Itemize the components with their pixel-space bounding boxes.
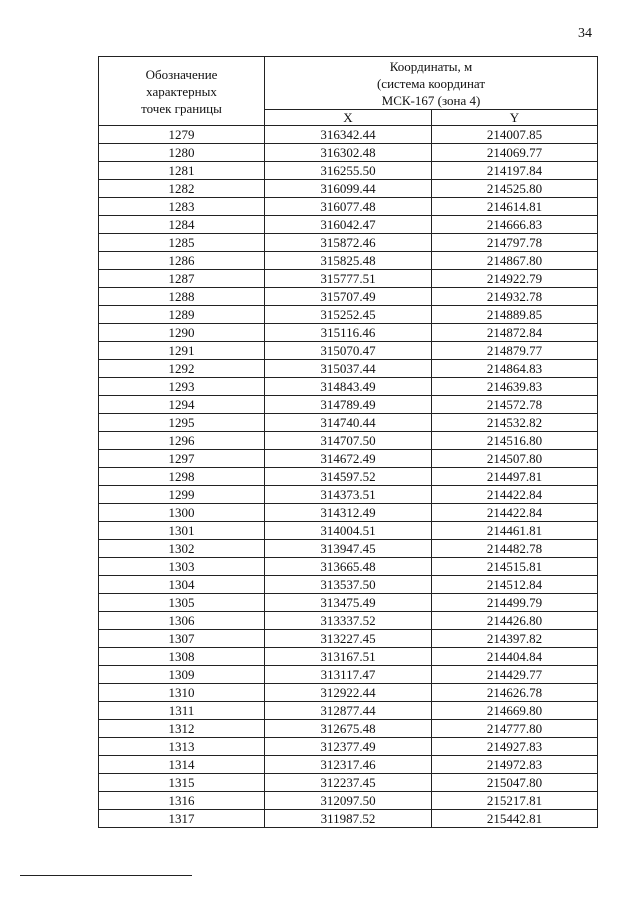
point-id-cell: 1285: [99, 234, 265, 252]
point-id-cell: 1287: [99, 270, 265, 288]
y-coordinate-cell: 214515.81: [432, 558, 598, 576]
point-id-cell: 1282: [99, 180, 265, 198]
y-coordinate-cell: 214499.79: [432, 594, 598, 612]
header-designation-line: характерных: [146, 83, 217, 99]
y-coordinate-cell: 214426.80: [432, 612, 598, 630]
point-id-cell: 1315: [99, 774, 265, 792]
header-coordinates-line: МСК-167 (зона 4): [381, 92, 481, 108]
point-id-cell: 1298: [99, 468, 265, 486]
y-coordinate-cell: 214927.83: [432, 738, 598, 756]
header-designation-line: точек границы: [141, 100, 222, 116]
point-id-cell: 1307: [99, 630, 265, 648]
point-id-cell: 1279: [99, 126, 265, 144]
table-row: [99, 162, 598, 180]
table-row: [99, 432, 598, 450]
x-coordinate-cell: 312675.48: [265, 720, 432, 738]
x-coordinate-cell: 312317.46: [265, 756, 432, 774]
y-coordinate-cell: 214516.80: [432, 432, 598, 450]
point-id-cell: 1303: [99, 558, 265, 576]
y-coordinate-cell: 214614.81: [432, 198, 598, 216]
table-row: [99, 360, 598, 378]
header-designation: [99, 57, 265, 126]
table-row: [99, 702, 598, 720]
table-row: [99, 342, 598, 360]
y-coordinate-cell: 214639.83: [432, 378, 598, 396]
y-coordinate-cell: 214069.77: [432, 144, 598, 162]
y-coordinate-cell: 214507.80: [432, 450, 598, 468]
y-coordinate-cell: 214932.78: [432, 288, 598, 306]
x-coordinate-cell: 312877.44: [265, 702, 432, 720]
x-coordinate-cell: 315116.46: [265, 324, 432, 342]
x-coordinate-cell: 313947.45: [265, 540, 432, 558]
x-coordinate-cell: 316077.48: [265, 198, 432, 216]
header-coordinates-line: (система координат: [376, 75, 486, 91]
y-coordinate-cell: 214532.82: [432, 414, 598, 432]
point-id-cell: 1281: [99, 162, 265, 180]
x-coordinate-cell: 316342.44: [265, 126, 432, 144]
y-coordinate-cell: 214461.81: [432, 522, 598, 540]
y-coordinate-cell: 214422.84: [432, 504, 598, 522]
x-coordinate-cell: 314789.49: [265, 396, 432, 414]
x-coordinate-cell: 314373.51: [265, 486, 432, 504]
y-coordinate-cell: 214922.79: [432, 270, 598, 288]
table-row: [99, 630, 598, 648]
y-coordinate-cell: 214626.78: [432, 684, 598, 702]
header-designation-line: Обозначение: [145, 66, 218, 82]
x-coordinate-cell: 316042.47: [265, 216, 432, 234]
table-row: [99, 594, 598, 612]
point-id-cell: 1291: [99, 342, 265, 360]
point-id-cell: 1297: [99, 450, 265, 468]
table-row: [99, 144, 598, 162]
table-row: [99, 648, 598, 666]
point-id-cell: 1311: [99, 702, 265, 720]
x-coordinate-cell: 315777.51: [265, 270, 432, 288]
point-id-cell: 1313: [99, 738, 265, 756]
y-coordinate-cell: 214512.84: [432, 576, 598, 594]
header-coordinates: [265, 57, 598, 110]
point-id-cell: 1299: [99, 486, 265, 504]
y-coordinate-cell: 214972.83: [432, 756, 598, 774]
x-coordinate-cell: 314672.49: [265, 450, 432, 468]
y-coordinate-cell: 214429.77: [432, 666, 598, 684]
point-id-cell: 1304: [99, 576, 265, 594]
table-row: [99, 666, 598, 684]
point-id-cell: 1314: [99, 756, 265, 774]
y-coordinate-cell: 214879.77: [432, 342, 598, 360]
point-id-cell: 1294: [99, 396, 265, 414]
header-coordinates-line: Координаты, м: [389, 58, 473, 74]
y-coordinate-cell: 214007.85: [432, 126, 598, 144]
y-coordinate-cell: 214422.84: [432, 486, 598, 504]
point-id-cell: 1295: [99, 414, 265, 432]
x-coordinate-cell: 315252.45: [265, 306, 432, 324]
x-coordinate-cell: 313117.47: [265, 666, 432, 684]
y-coordinate-cell: 214864.83: [432, 360, 598, 378]
x-coordinate-cell: 315872.46: [265, 234, 432, 252]
x-coordinate-cell: 316099.44: [265, 180, 432, 198]
table-row: [99, 180, 598, 198]
point-id-cell: 1316: [99, 792, 265, 810]
y-coordinate-cell: 214397.82: [432, 630, 598, 648]
point-id-cell: 1288: [99, 288, 265, 306]
x-coordinate-cell: 316255.50: [265, 162, 432, 180]
x-coordinate-cell: 314004.51: [265, 522, 432, 540]
point-id-cell: 1302: [99, 540, 265, 558]
x-coordinate-cell: 312237.45: [265, 774, 432, 792]
x-coordinate-cell: 313167.51: [265, 648, 432, 666]
x-coordinate-cell: 312922.44: [265, 684, 432, 702]
point-id-cell: 1312: [99, 720, 265, 738]
page-number: 34: [578, 26, 592, 41]
table-row: [99, 288, 598, 306]
footnote-rule: [20, 875, 192, 876]
table-header: [99, 57, 598, 126]
y-coordinate-cell: 215217.81: [432, 792, 598, 810]
point-id-cell: 1284: [99, 216, 265, 234]
table-body: [99, 126, 598, 828]
point-id-cell: 1306: [99, 612, 265, 630]
x-coordinate-cell: 315037.44: [265, 360, 432, 378]
table-row: [99, 810, 598, 828]
table-row: [99, 216, 598, 234]
point-id-cell: 1283: [99, 198, 265, 216]
table-row: [99, 522, 598, 540]
table-row: [99, 792, 598, 810]
point-id-cell: 1301: [99, 522, 265, 540]
y-coordinate-cell: 215047.80: [432, 774, 598, 792]
x-coordinate-cell: 313227.45: [265, 630, 432, 648]
table-row: [99, 126, 598, 144]
table-row: [99, 558, 598, 576]
x-coordinate-cell: 314740.44: [265, 414, 432, 432]
point-id-cell: 1317: [99, 810, 265, 828]
x-coordinate-cell: 315825.48: [265, 252, 432, 270]
x-coordinate-cell: 315707.49: [265, 288, 432, 306]
x-coordinate-cell: 315070.47: [265, 342, 432, 360]
x-coordinate-cell: 312097.50: [265, 792, 432, 810]
point-id-cell: 1293: [99, 378, 265, 396]
x-coordinate-cell: 314707.50: [265, 432, 432, 450]
y-coordinate-cell: 214525.80: [432, 180, 598, 198]
header-x: X: [265, 110, 432, 126]
y-coordinate-cell: 214197.84: [432, 162, 598, 180]
point-id-cell: 1310: [99, 684, 265, 702]
table-row: [99, 378, 598, 396]
point-id-cell: 1309: [99, 666, 265, 684]
table-row: [99, 486, 598, 504]
x-coordinate-cell: 313337.52: [265, 612, 432, 630]
table-row: [99, 720, 598, 738]
x-coordinate-cell: 314843.49: [265, 378, 432, 396]
table-row: [99, 576, 598, 594]
x-coordinate-cell: 314597.52: [265, 468, 432, 486]
point-id-cell: 1286: [99, 252, 265, 270]
table-row: [99, 774, 598, 792]
y-coordinate-cell: 214404.84: [432, 648, 598, 666]
table-row: [99, 396, 598, 414]
y-coordinate-cell: 214669.80: [432, 702, 598, 720]
table-row: [99, 756, 598, 774]
x-coordinate-cell: 312377.49: [265, 738, 432, 756]
y-coordinate-cell: 214867.80: [432, 252, 598, 270]
table-row: [99, 414, 598, 432]
y-coordinate-cell: 214666.83: [432, 216, 598, 234]
table-row: [99, 612, 598, 630]
table-row: [99, 306, 598, 324]
table-row: [99, 504, 598, 522]
y-coordinate-cell: 214872.84: [432, 324, 598, 342]
y-coordinate-cell: 214572.78: [432, 396, 598, 414]
x-coordinate-cell: 313665.48: [265, 558, 432, 576]
y-coordinate-cell: 215442.81: [432, 810, 598, 828]
table-row: [99, 738, 598, 756]
table-row: [99, 450, 598, 468]
y-coordinate-cell: 214482.78: [432, 540, 598, 558]
point-id-cell: 1290: [99, 324, 265, 342]
table-row: [99, 198, 598, 216]
x-coordinate-cell: 313475.49: [265, 594, 432, 612]
table-row: [99, 324, 598, 342]
table-row: [99, 234, 598, 252]
x-coordinate-cell: 313537.50: [265, 576, 432, 594]
point-id-cell: 1300: [99, 504, 265, 522]
point-id-cell: 1305: [99, 594, 265, 612]
point-id-cell: 1289: [99, 306, 265, 324]
table-row: [99, 468, 598, 486]
y-coordinate-cell: 214797.78: [432, 234, 598, 252]
coordinates-table: [98, 56, 598, 828]
header-y: Y: [432, 110, 598, 126]
x-coordinate-cell: 314312.49: [265, 504, 432, 522]
x-coordinate-cell: 311987.52: [265, 810, 432, 828]
point-id-cell: 1280: [99, 144, 265, 162]
y-coordinate-cell: 214497.81: [432, 468, 598, 486]
x-coordinate-cell: 316302.48: [265, 144, 432, 162]
table-row: [99, 252, 598, 270]
table-row: [99, 540, 598, 558]
point-id-cell: 1292: [99, 360, 265, 378]
y-coordinate-cell: 214777.80: [432, 720, 598, 738]
table-row: [99, 684, 598, 702]
point-id-cell: 1308: [99, 648, 265, 666]
y-coordinate-cell: 214889.85: [432, 306, 598, 324]
table-row: [99, 270, 598, 288]
point-id-cell: 1296: [99, 432, 265, 450]
